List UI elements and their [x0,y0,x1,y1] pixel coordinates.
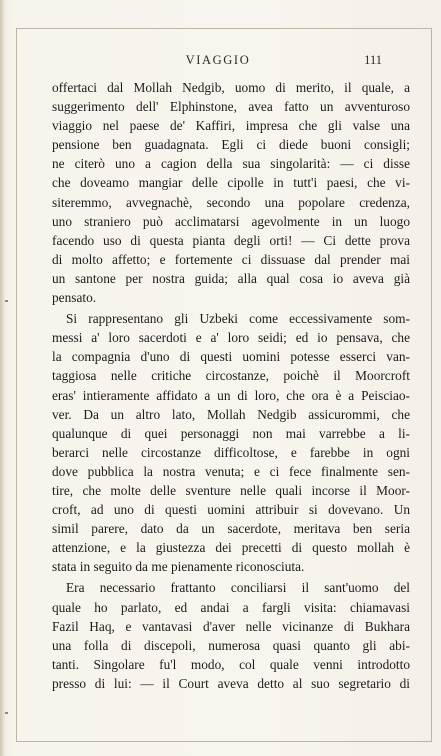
text-line: berarci nelle circostanze difficoltose, e farebbe in ogni [52,444,410,460]
text-line: presso di lui: — il Court aveva detto al suo segretario di [52,675,410,691]
text-line: viaggio nel paese de' Kaffiri, impresa che gli valse una [52,118,410,134]
page-header [40,50,396,70]
text-line: simil parere, dato da un sacerdote, meritava ben seria [52,521,410,537]
text-line: Si rappresentano gli Uzbeki come eccessivamente som- [66,311,410,327]
text-line: tire, che molte delle sventure nelle quali incorse il Moor- [52,482,410,498]
text-line: qualunque di quei personaggi non mai varrebbe a li- [52,425,410,441]
text-line: di molto affetto; e fortemente ci dissuase dal prender mai [52,251,410,267]
text-line: facendo uso di questa pianta degli orti! — Ci dette prova [52,232,410,248]
text-line: Era necessario frattanto conciliarsi il sant'uomo del [66,580,410,596]
margin-mark [5,300,8,302]
text-line: ne citerò uno a cagion della sua singolarità: — ci disse [52,156,410,172]
text-line: attenzione, e la giustezza dei precetti di questo mollah è [52,540,410,556]
text-line: suggerimento dell' Elphinstone, avea fatto un avventuroso [52,99,410,115]
paragraph-1 [52,78,410,307]
paragraph-3 [52,578,410,693]
page-number: 111 [364,53,382,67]
text-line: siteremmo, avvegnachè, secondo una popolare credenza, [52,194,410,210]
running-title: VIAGGIO [185,53,251,67]
text-line: taggiosa nelle critiche circostanze, poichè il Moorcroft [52,368,410,384]
text-line: pensato. [52,290,97,306]
text-line: stata in seguito da me pienamente riconosciuta. [52,559,305,575]
text-line: ver. Da un altro lato, Mollah Nedgib assicurommi, che [52,406,410,422]
text-line: offertaci dal Mollah Nedgib, uomo di merito, il quale, a [52,80,410,95]
binding-gutter-shadow [0,0,5,756]
text-line: un santone per nostra guida; alla qual cosa io aveva già [52,270,410,286]
text-line: che doveamo mangiar delle cipolle in tutt'i paesi, che vi- [52,175,410,191]
text-line: Fazil Haq, e vantavasi d'aver nelle vicinanze di Bukhara [52,618,410,634]
text-line: quale ho parlato, ed andai a fargli visita: chiamavasi [52,599,410,615]
text-line: pensione ben guadagnata. Egli ci diede buoni consigli; [52,137,410,153]
text-line: eras' intieramente affidato a un di loro, che ora è a Peisciaо- [52,387,410,403]
body-text [52,78,410,693]
text-line: dove pubblica la nostra venuta; e ci fece finalmente sen- [52,463,410,479]
text-line: la compagnia d'uno di questi uomini potesse esserci van- [52,349,410,365]
text-line: tanti. Singolare fu'l modo, col quale venni introdotto [52,656,410,672]
paragraph-2 [52,309,410,576]
margin-mark [5,712,8,714]
text-line: uno straniero può acclimatarsi agevolmente in un luogo [52,213,410,229]
text-line: messi a' loro sacerdoti e a' loro seidi; ed io pensava, che [52,330,410,346]
text-line: una folla di discepoli, numerosa quasi quanto gli abi- [52,637,410,653]
text-line: croft, ad uno di questi uomini attribuir si dovevano. Un [52,502,410,518]
